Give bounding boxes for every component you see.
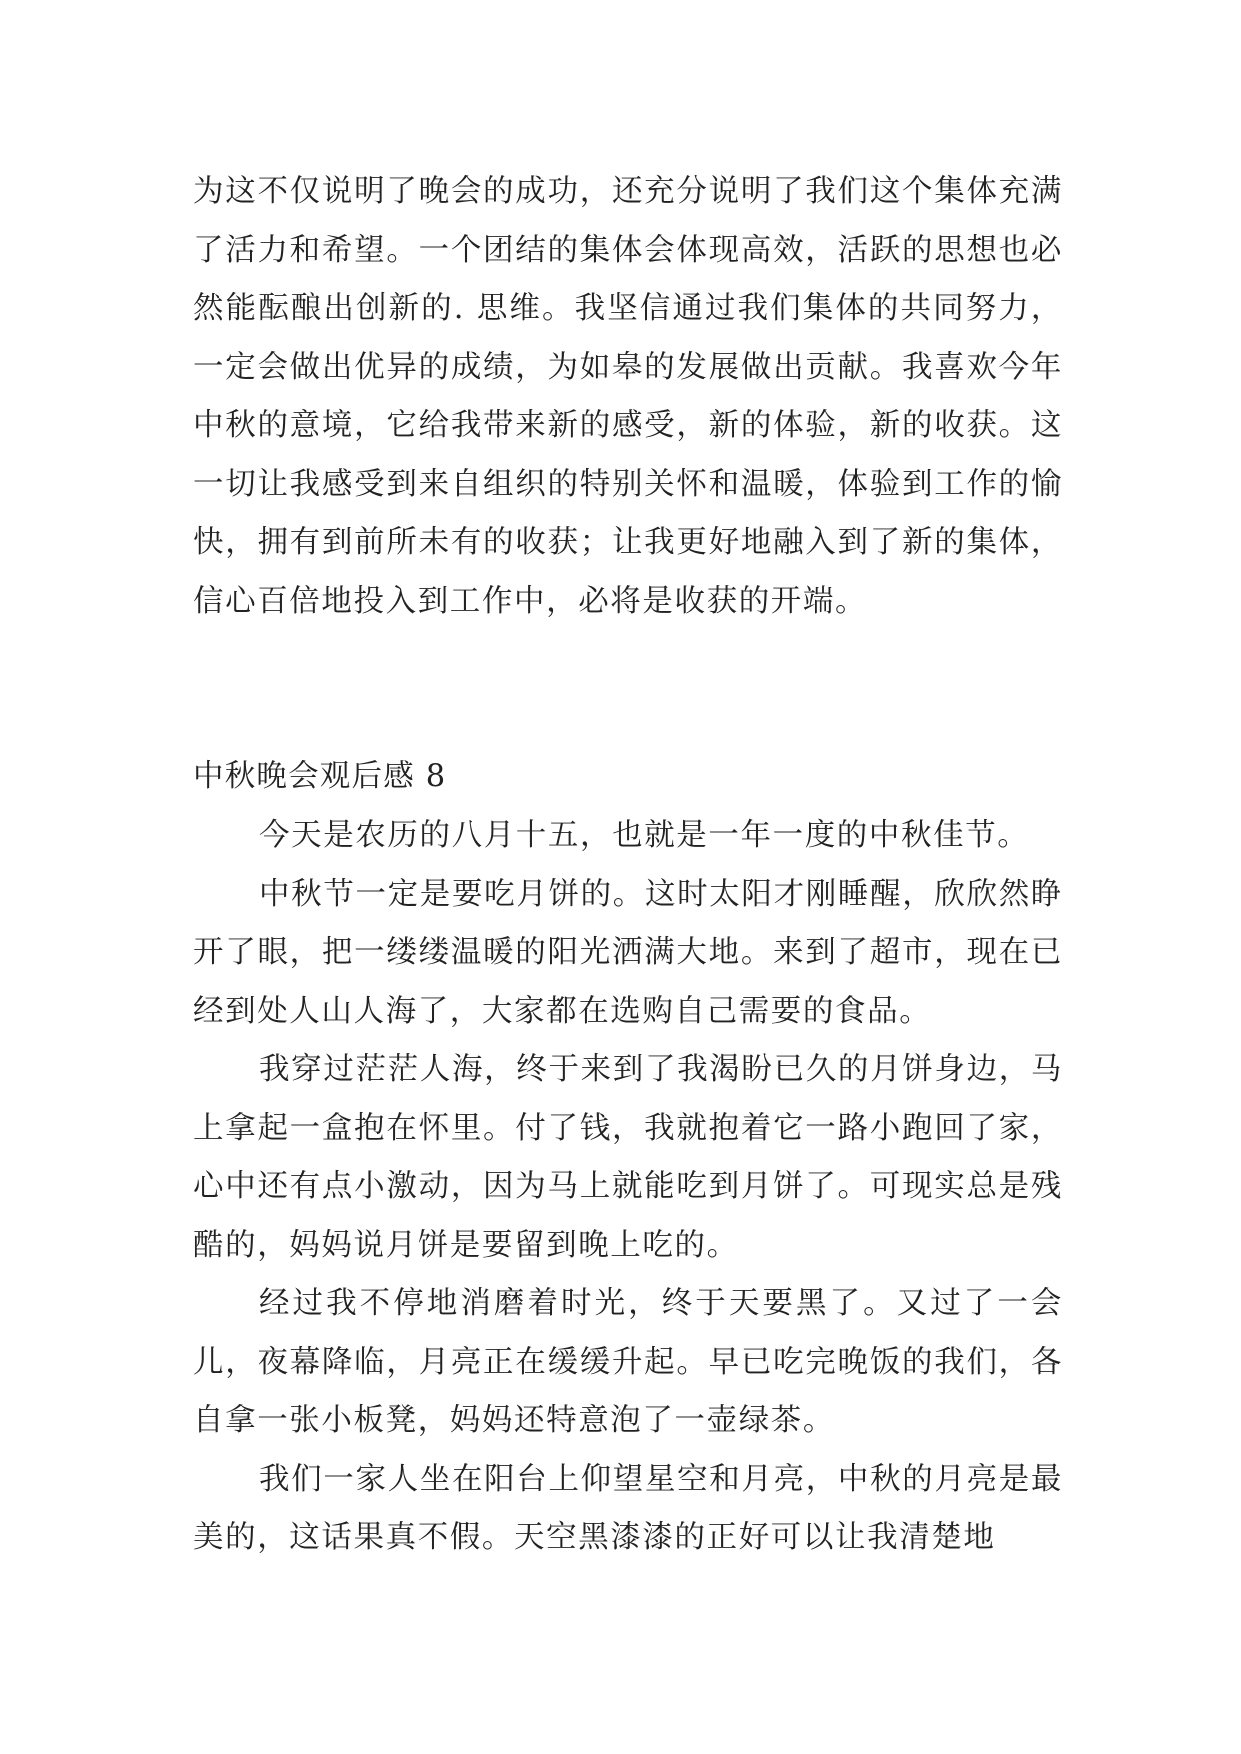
continued-paragraph-block <box>193 163 1063 631</box>
continued-paragraph: 为这不仅说明了晚会的成功，还充分说明了我们这个集体充满了活力和希望。一个团结的集体会体现高效，活跃的思想也必然能酝酿出创新的. 思维。我坚信通过我们集体的共同努力，一定会做出优异的成绩，为如皋的发展做出贡献。我喜欢今年中秋的意境，它给我带来新的感受，新的体验，新的收获。这一切让我感受到来自组织的特别关怀和温暖，体验到工作的愉快，拥有到前所未有的收获；让我更好地融入到了新的集体，信心百倍地投入到工作中，必将是收获的开端。 <box>193 174 1063 619</box>
article-paragraph: 经过我不停地消磨着时光，终于天要黑了。又过了一会儿，夜幕降临，月亮正在缓缓升起。早已吃完晚饭的我们，各自拿一张小板凳，妈妈还特意泡了一壶绿茶。 <box>193 1286 1063 1438</box>
article-paragraph: 今天是农历的八月十五，也就是一年一度的中秋佳节。 <box>259 818 1030 853</box>
article-title: 中秋晚会观后感 8 <box>193 759 447 794</box>
article-paragraph: 我穿过茫茫人海，终于来到了我渴盼已久的月饼身边，马上拿起一盒抱在怀里。付了钱，我就抱着它一路小跑回了家，心中还有点小激动，因为马上就能吃到月饼了。可现实总是残酷的，妈妈说月饼是要留到晚上吃的。 <box>193 1052 1063 1263</box>
article-paragraph: 我们一家人坐在阳台上仰望星空和月亮，中秋的月亮是最美的，这话果真不假。天空黑漆漆的正好可以让我清楚地 <box>193 1461 1063 1555</box>
article-paragraph: 中秋节一定是要吃月饼的。这时太阳才刚睡醒，欣欣然睁开了眼，把一缕缕温暖的阳光洒满大地。来到了超市，现在已经到处人山人海了，大家都在选购自己需要的食品。 <box>193 876 1063 1029</box>
article-body <box>193 807 1063 1568</box>
